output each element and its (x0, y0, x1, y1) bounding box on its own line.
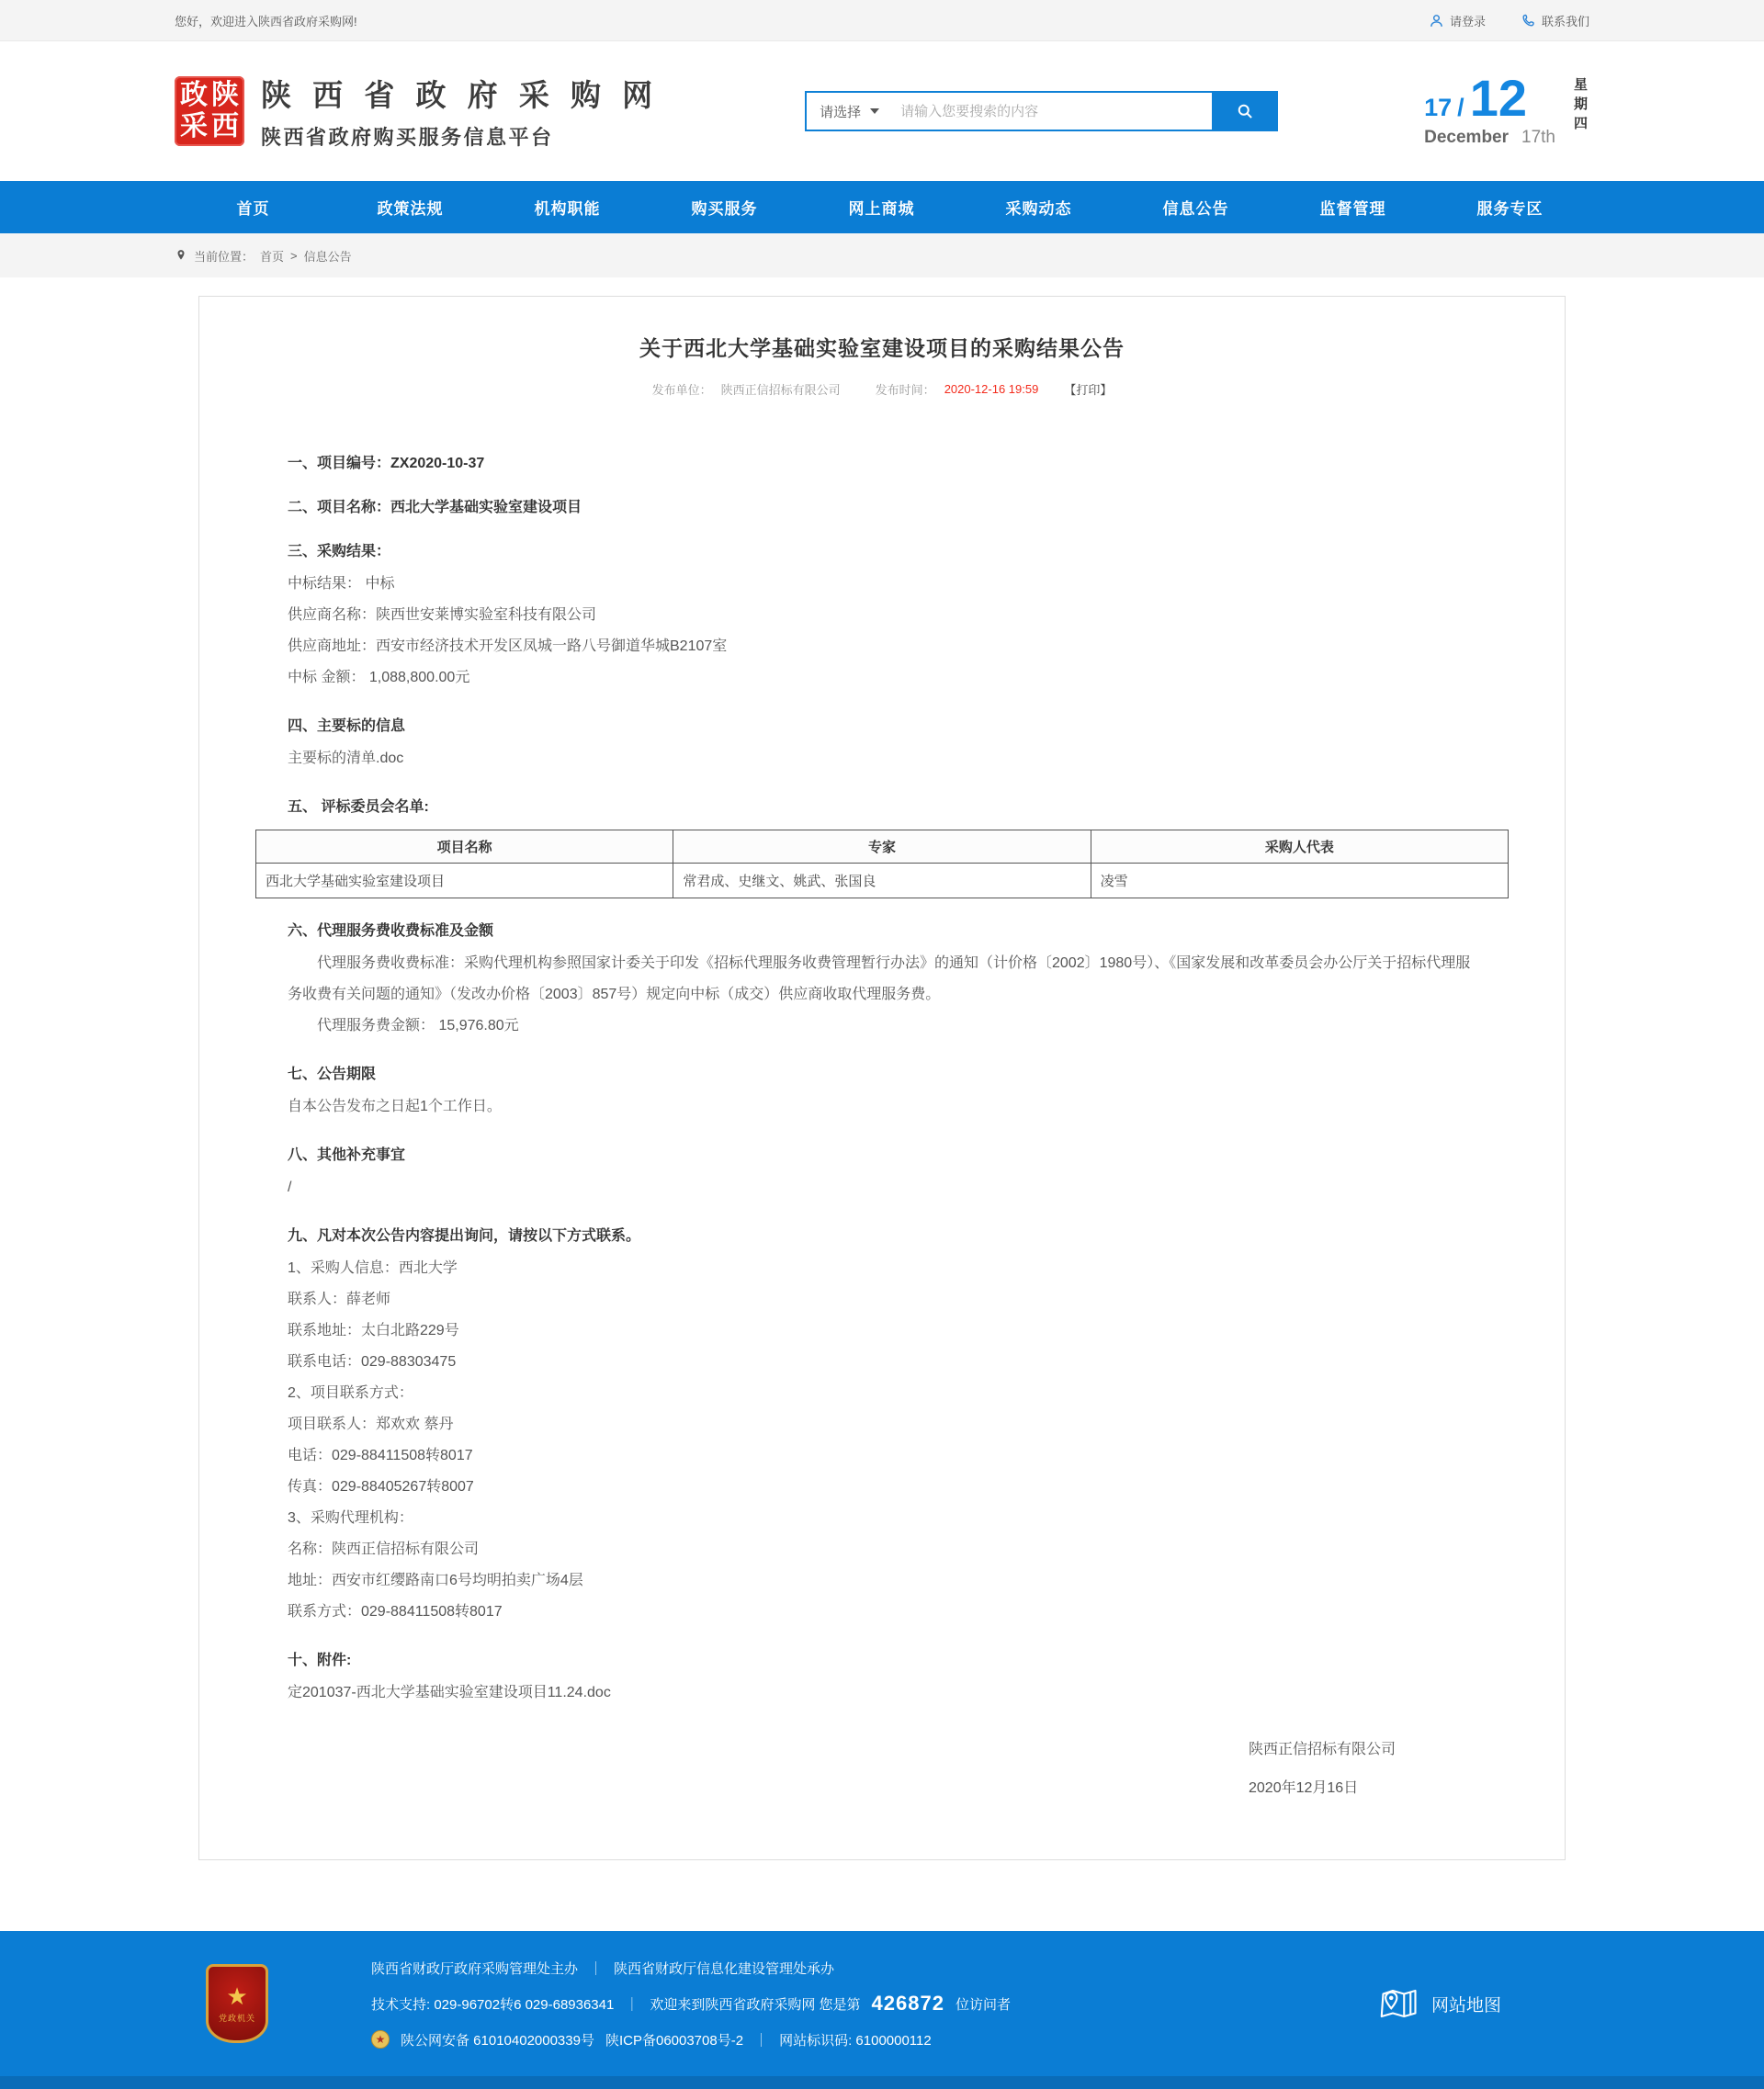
cell-project-name: 西北大学基础实验室建设项目 (256, 864, 673, 898)
login-link[interactable] (1429, 12, 1486, 29)
page-title: 关于西北大学基础实验室建设项目的采购结果公告 (639, 336, 1125, 360)
footer-icp-record[interactable]: 陕ICP备06003708号-2 (605, 2032, 744, 2049)
nav-item-purchase-services[interactable]: 购买服务 (691, 200, 758, 218)
section-heading: 七、公告期限 (288, 1067, 377, 1082)
date-day-en: 17th (1521, 127, 1555, 147)
announcement-card (198, 296, 1566, 1860)
signature-date: 2020年12月16日 (1249, 1780, 1359, 1796)
signature-block (1249, 1731, 1423, 1808)
nav-item-functions[interactable]: 机构职能 (534, 200, 601, 218)
footer-separator: ｜ (625, 1996, 639, 2013)
section-heading: 九、凡对本次公告内容提出询问，请按以下方式联系。 (288, 1228, 641, 1244)
cell-experts: 常君成、史继文、姚武、张国良 (673, 864, 1091, 898)
footer-bottom-strip (0, 2076, 1764, 2089)
footer-co-organizer: 陕西省财政厅信息化建设管理处承办 (614, 1960, 835, 1977)
section-heading: 六、代理服务费收费标准及金额 (288, 923, 494, 939)
logo-char: 政 (180, 80, 208, 110)
login-label: 请登录 (1449, 14, 1486, 28)
sitemap-label: 网站地图 (1430, 1995, 1501, 2016)
footer-line-1 (371, 1950, 1011, 1986)
section-line: 联系人：薛老师 (288, 1292, 391, 1307)
logo-char: 西 (211, 111, 239, 141)
date-month: 12 (1469, 68, 1527, 127)
search-icon (1236, 102, 1254, 120)
breadcrumb-separator: > (290, 248, 298, 263)
phone-icon (1521, 13, 1536, 28)
nav-item-home[interactable]: 首页 (236, 200, 270, 218)
greeting-text: 您好，欢迎进入陕西省政府采购网! (175, 14, 357, 28)
section-line: 电话：029-88411508转8017 (288, 1448, 473, 1463)
section-line: 中标 金额： 1,088,800.00元 (288, 670, 470, 685)
breadcrumb-prefix: 当前位置： (194, 249, 254, 264)
section-heading: 四、主要标的信息 (288, 718, 406, 734)
section-line: 联系电话：029-88303475 (288, 1354, 457, 1370)
section-main-subject (288, 716, 1476, 774)
section-heading: 五、 评标委员会名单: (288, 799, 429, 815)
attachment-link[interactable]: 定201037-西北大学基础实验室建设项目11.24.doc (288, 1685, 611, 1700)
section-line: 自本公告发布之日起1个工作日。 (288, 1099, 502, 1114)
main-nav (0, 181, 1764, 233)
search-select-label: 请选择 (820, 104, 862, 120)
column-header-buyer-rep: 采购人代表 (1091, 830, 1508, 864)
section-project-number (288, 453, 1476, 475)
breadcrumb-current: 信息公告 (303, 249, 352, 264)
section-other-matters (288, 1145, 1476, 1203)
section-heading: 一、项目编号：ZX2020-10-37 (288, 456, 485, 471)
footer-separator: ｜ (754, 2032, 769, 2049)
brand[interactable] (175, 72, 659, 151)
nav-item-policies[interactable]: 政策法规 (377, 200, 444, 218)
map-icon (1380, 1987, 1419, 2020)
section-committee (266, 796, 1476, 898)
article-meta (288, 380, 1476, 398)
main-area (0, 277, 1764, 1931)
footer-line-3 (371, 2022, 1011, 2058)
visitor-count: 426872 (871, 1992, 944, 2015)
section-project-name (288, 497, 1476, 519)
footer-line-2 (371, 1986, 1011, 2022)
footer-separator: ｜ (589, 1960, 604, 1977)
search-category-select[interactable] (807, 93, 900, 130)
footer-tech-support: 技术支持: 029-96702转6 029-68936341 (371, 1996, 615, 2013)
section-heading: 十、附件: (288, 1653, 352, 1668)
nav-item-procurement-news[interactable]: 采购动态 (1005, 200, 1072, 218)
footer-welcome-text: 欢迎来到陕西省政府采购网 您是第 (650, 1996, 861, 2013)
section-line: 代理服务费金额： 15,976.80元 (317, 1018, 519, 1033)
section-heading: 八、其他补充事宜 (288, 1147, 406, 1163)
table-header-row (256, 830, 1509, 864)
search-box (805, 91, 1278, 131)
publish-time-value: 2020-12-16 19:59 (944, 382, 1039, 396)
search-button[interactable] (1212, 91, 1278, 131)
contact-link[interactable] (1521, 12, 1589, 29)
section-line: 传真：029-88405267转8007 (288, 1479, 474, 1495)
signature-company: 陕西正信招标有限公司 (1249, 1742, 1396, 1757)
publish-time-label: 发布时间： (875, 383, 935, 397)
section-contacts (288, 1225, 1476, 1628)
section-heading: 三、采购结果： (288, 544, 391, 559)
breadcrumb-bar (0, 233, 1764, 277)
sitemap-link[interactable] (1380, 1987, 1501, 2020)
article-body (266, 453, 1476, 1808)
section-line: 3、采购代理机构： (288, 1510, 413, 1526)
publisher-label: 发布单位： (651, 383, 712, 397)
date-month-en: December (1424, 127, 1510, 147)
nav-item-service-zone[interactable]: 服务专区 (1476, 200, 1544, 218)
site-header (0, 41, 1764, 181)
user-icon (1429, 13, 1444, 28)
site-subtitle: 陕西省政府购买服务信息平台 (261, 126, 554, 149)
date-widget (1424, 68, 1589, 148)
section-procurement-result (288, 541, 1476, 694)
section-attachments (288, 1650, 1476, 1709)
logo-char: 陕 (211, 80, 239, 110)
badge-star-icon: ★ (226, 1982, 248, 2010)
footer-security-record[interactable]: 陕公网安备 61010402000339号 (401, 2032, 594, 2049)
search-input[interactable] (900, 93, 1212, 130)
site-logo (175, 76, 244, 146)
section-line: 中标结果： 中标 (288, 576, 395, 592)
site-title: 陕 西 省 政 府 采 购 网 (261, 78, 660, 112)
section-line: 地址：西安市红缨路南口6号均明拍卖广场4层 (288, 1573, 583, 1588)
nav-item-online-mall[interactable]: 网上商城 (848, 200, 915, 218)
footer-site-id: 网站标识码: 6100000112 (779, 2032, 932, 2049)
badge-label: 党政机关 (218, 2013, 255, 2023)
logo-char: 采 (180, 111, 208, 141)
footer-visitor-suffix: 位访问者 (955, 1996, 1011, 2013)
section-announcement-period (288, 1064, 1476, 1123)
section-agency-fee (288, 920, 1476, 1042)
top-bar (0, 0, 1764, 41)
police-badge-icon: ★ (371, 2030, 390, 2049)
nav-item-supervision[interactable]: 监督管理 (1319, 200, 1386, 218)
column-header-experts: 专家 (673, 830, 1091, 864)
breadcrumb-home[interactable]: 首页 (260, 249, 285, 264)
column-header-project: 项目名称 (256, 830, 673, 864)
section-line: 2、项目联系方式： (288, 1385, 413, 1401)
section-line: 名称：陕西正信招标有限公司 (288, 1541, 480, 1557)
date-day: 17 (1424, 93, 1453, 121)
section-line: 代理服务费收费标准：采购代理机构参照国家计委关于印发《招标代理服务收费管理暂行办法》的通知（计价格〔2002〕1980号）、《国家发展和改革委员会办公厅关于招标代理服务收费有关问题的通知》（发改办价格〔2003〕857号）规定向中标（成交）供应商收取代理服务费。 (288, 955, 1471, 1002)
nav-item-announcements[interactable]: 信息公告 (1162, 200, 1229, 218)
cell-buyer-rep: 凌雪 (1091, 864, 1508, 898)
government-badge (206, 1964, 268, 2043)
print-button[interactable]: 【打印】 (1064, 383, 1113, 397)
committee-table (255, 830, 1509, 898)
section-line: 1、采购人信息：西北大学 (288, 1260, 458, 1276)
contact-label: 联系我们 (1541, 14, 1589, 28)
section-line: / (288, 1180, 292, 1195)
section-line: 项目联系人：郑欢欢 蔡丹 (288, 1417, 454, 1432)
date-weekday: 星期四 (1572, 77, 1588, 135)
section-line: 供应商名称：陕西世安莱博实验室科技有限公司 (288, 607, 597, 623)
publisher-value: 陕西正信招标有限公司 (720, 383, 841, 397)
location-pin-icon (175, 248, 187, 263)
site-footer (0, 1931, 1764, 2089)
section-heading: 二、项目名称：西北大学基础实验室建设项目 (288, 500, 582, 515)
chevron-down-icon (870, 108, 879, 114)
section-line: 联系方式：029-88411508转8017 (288, 1604, 503, 1620)
attachment-link[interactable]: 主要标的清单.doc (288, 751, 404, 766)
section-line: 供应商地址：西安市经济技术开发区凤城一路八号御道华城B2107室 (288, 638, 728, 654)
table-row (256, 864, 1509, 898)
footer-organizer: 陕西省财政厅政府采购管理处主办 (371, 1960, 579, 1977)
section-line: 联系地址：太白北路229号 (288, 1323, 459, 1338)
date-slash: / (1457, 93, 1464, 121)
